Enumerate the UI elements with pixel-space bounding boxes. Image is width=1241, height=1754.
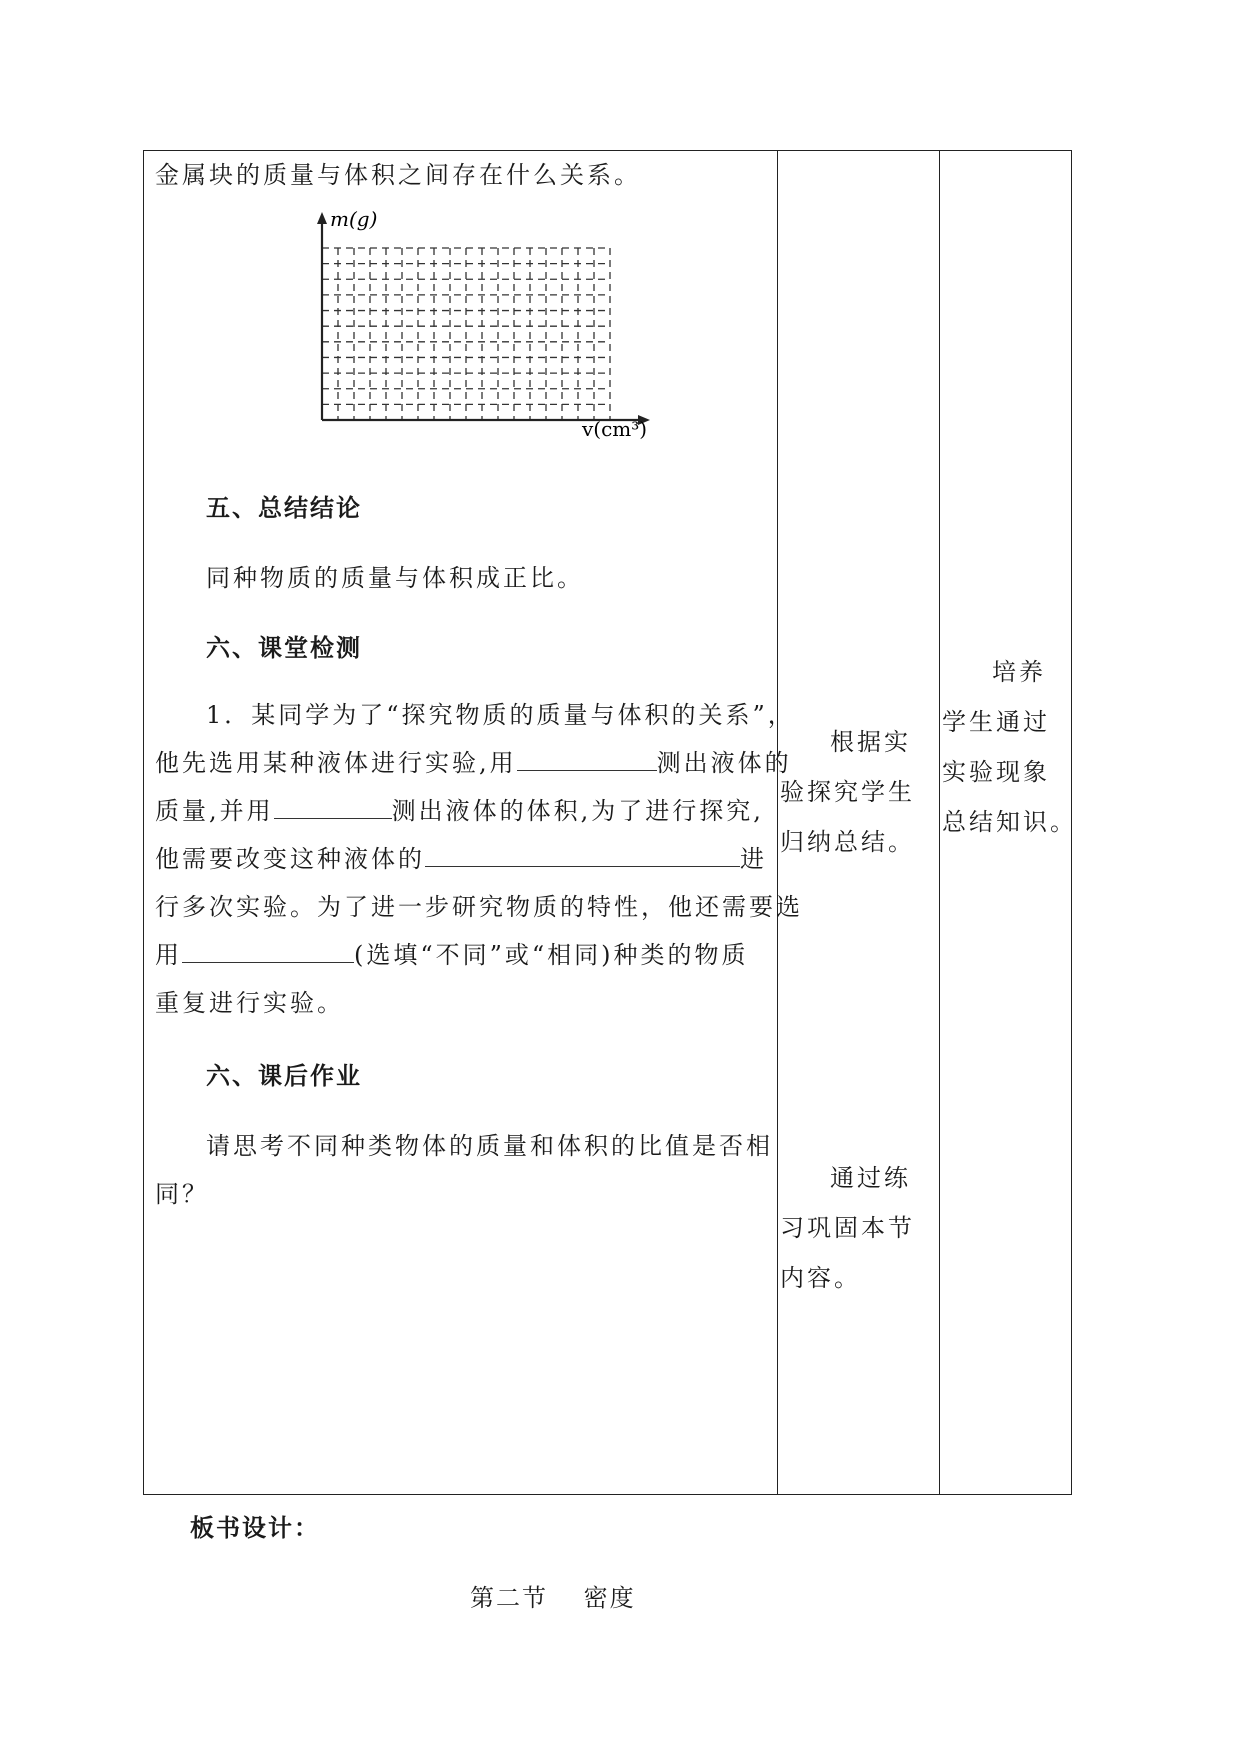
q1-line4: 他需要改变这种液体的 进: [155, 845, 767, 873]
section7-line1: 请思考不同种类物体的质量和体积的比值是否相: [206, 1132, 773, 1160]
q1-line5: 行多次实验。为了进一步研究物质的特性，他还需要选: [155, 893, 803, 921]
intro-line: 金属块的质量与体积之间存在什么关系。: [155, 161, 641, 189]
right-note-1: 培养 学生通过 实验现象 总结知识。: [942, 658, 1077, 836]
mid-note-2: 通过练 习巩固本节 内容。: [780, 1164, 915, 1292]
board-design-subtitle: 第二节 密度: [470, 1584, 636, 1612]
q1-line2: 他先选用某种液体进行实验,用 测出液体的: [155, 749, 792, 777]
section5-text: 同种物质的质量与体积成正比。: [206, 564, 584, 592]
blank-4[interactable]: [182, 940, 354, 963]
y-axis-label: m(g): [330, 210, 378, 231]
column-divider: [777, 151, 778, 1494]
board-design-title: 板书设计：: [190, 1513, 320, 1542]
q1-line6: 用 (选填“不同”或“相同)种类的物质: [155, 941, 749, 969]
q1-line1: 1．某同学为了“探究物质的质量与体积的关系”，: [206, 701, 795, 729]
column-divider: [939, 151, 940, 1494]
section7-heading: 六、课后作业: [206, 1061, 362, 1090]
blank-3[interactable]: [425, 844, 740, 867]
y-axis-arrow: [317, 212, 327, 224]
blank-2[interactable]: [274, 796, 392, 819]
q1-line7: 重复进行实验。: [155, 989, 344, 1017]
section5-heading: 五、总结结论: [206, 493, 362, 522]
mass-volume-graph: [300, 210, 660, 450]
q1-line3: 质量,并用 测出液体的体积,为了进行探究,: [155, 797, 764, 825]
mid-note-1: 根据实 验探究学生 归纳总结。: [780, 728, 915, 856]
grid-lines: [322, 248, 610, 420]
blank-1[interactable]: [517, 748, 657, 771]
section6-heading: 六、课堂检测: [206, 633, 362, 662]
section7-line2: 同？: [155, 1180, 209, 1208]
x-axis-label: v(cm³): [582, 417, 648, 441]
